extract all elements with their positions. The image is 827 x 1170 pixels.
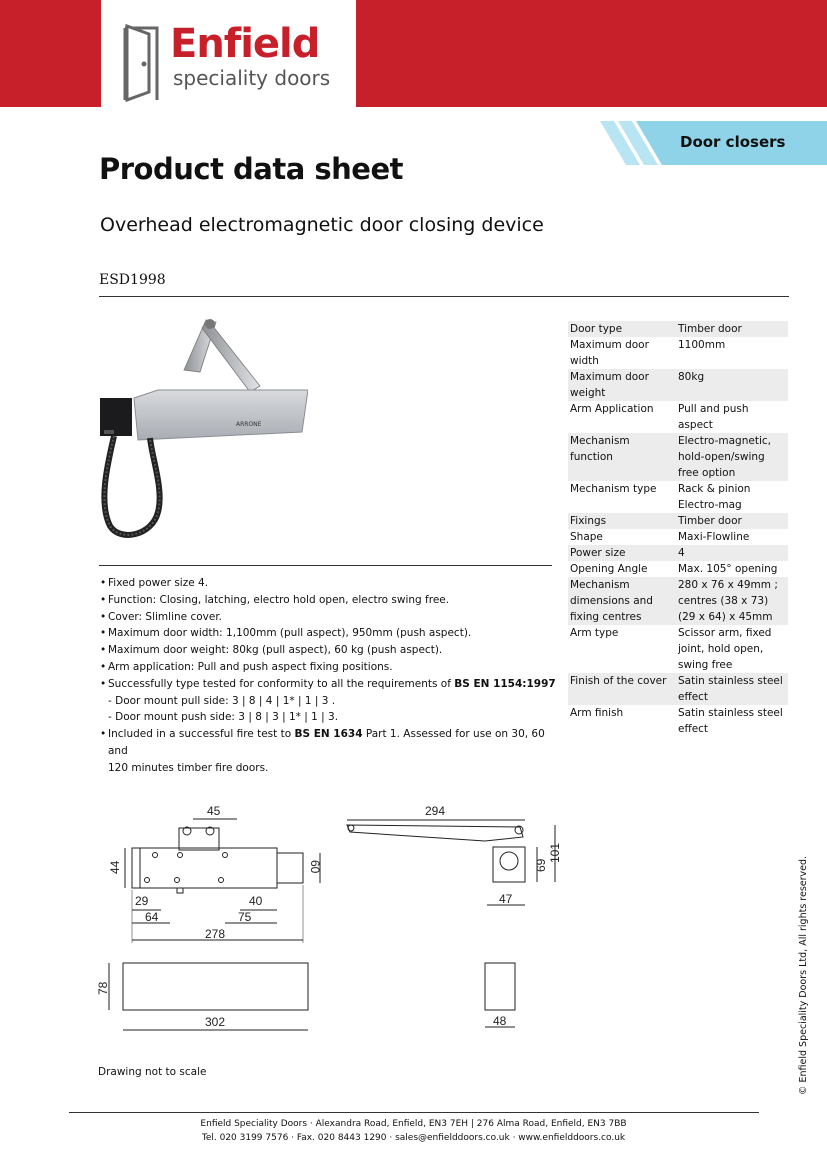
spec-row: Mechanism type Rack & pinion Electro-mag <box>570 483 751 511</box>
dim-48: 48 <box>493 1014 507 1028</box>
page-subtitle: Overhead electromagnetic door closing device <box>100 214 544 236</box>
dim-60: 60 <box>308 860 322 874</box>
spec-row: Power size 4 <box>568 545 788 561</box>
footer-divider <box>69 1112 759 1113</box>
feature-list <box>100 575 560 777</box>
product-code: ESD1998 <box>99 272 166 288</box>
dim-278: 278 <box>205 927 226 941</box>
feature-item: • Cover: Slimline cover. <box>100 609 560 626</box>
dim-29: 29 <box>135 894 149 908</box>
dim-45: 45 <box>207 804 221 818</box>
spec-row: Maximum door width 1100mm <box>570 339 726 367</box>
dim-302: 302 <box>205 1015 226 1029</box>
dim-101: 101 <box>548 842 562 863</box>
feature-item: • Arm application: Pull and push aspect fixing positions. <box>100 659 560 676</box>
feature-item: • Successfully type tested for conformity to all the requirements of BS EN 1154:1997 <box>100 676 560 693</box>
page-title: Product data sheet <box>99 152 403 186</box>
spec-row: Arm Application Pull and push aspect <box>570 403 749 431</box>
dim-69: 69 <box>534 858 548 872</box>
spec-row: Arm type Scissor arm, fixed joint, hold open, swing free <box>570 627 772 671</box>
feature-item: • Included in a successful fire test to BS EN 1634 Part 1. Assessed for use on 30, 60 and <box>100 726 560 760</box>
spec-row: Finish of the cover Satin stainless steel effect <box>568 673 788 705</box>
spec-row: Shape Maxi-Flowline <box>570 531 750 543</box>
technical-drawing <box>95 795 575 1040</box>
spec-row: Mechanism function Electro-magnetic, hold-open/swing free option <box>568 433 788 481</box>
footer-contact: Tel. 020 3199 7576 · Fax. 020 8443 1290 · sales@enfielddoors.co.uk · www.enfielddoors.co.uk <box>201 1133 626 1143</box>
dim-294: 294 <box>425 804 446 818</box>
spec-table <box>568 321 788 737</box>
spec-row: Fixings Timber door <box>568 513 788 529</box>
brand-name: Enfield <box>170 21 320 67</box>
footer-address: Enfield Speciality Doors · Alexandra Road, Enfield, EN3 7EH | 276 Alma Road, Enfield, EN3 7BB <box>200 1119 627 1129</box>
product-photo <box>92 312 308 542</box>
door-logo-icon <box>123 22 161 102</box>
drawing-note: Drawing not to scale <box>98 1066 207 1078</box>
dim-64: 64 <box>145 910 159 924</box>
feature-subitem: - Door mount pull side: 3 | 8 | 4 | 1* | 1 | 3 . <box>108 694 336 707</box>
spec-row: Opening Angle Max. 105° opening <box>570 563 778 575</box>
feature-item: • Maximum door width: 1,100mm (pull aspect), 950mm (push aspect). <box>100 625 560 642</box>
copyright: © Enfield Speciality Doors Ltd, All rights reserved. <box>798 855 809 1095</box>
feature-item: • Maximum door weight: 80kg (pull aspect), 60 kg (push aspect). <box>100 642 560 659</box>
brand-tagline: speciality doors <box>173 66 331 90</box>
divider <box>99 296 789 297</box>
spec-row: Door type Timber door <box>568 321 788 337</box>
category-tab: Door closers <box>680 133 786 151</box>
spec-row: Arm finish Satin stainless steel effect <box>570 707 783 735</box>
feature-subitem: - Door mount push side: 3 | 8 | 3 | 1* | 1 | 3. <box>108 711 339 724</box>
dim-78: 78 <box>96 981 110 995</box>
spec-row: Mechanism dimensions and fixing centres 280 x 76 x 49mm ; centres (38 x 73) (29 x 64) x 45mm <box>568 577 788 625</box>
feature-subitem: 120 minutes timber fire doors. <box>108 761 269 774</box>
dim-47: 47 <box>499 892 513 906</box>
feature-item: • Function: Closing, latching, electro hold open, electro swing free. <box>100 592 560 609</box>
dim-75: 75 <box>238 910 252 924</box>
dim-40: 40 <box>249 894 263 908</box>
divider <box>99 565 552 566</box>
spec-row: Maximum door weight 80kg <box>568 369 788 401</box>
feature-item: • Fixed power size 4. <box>100 575 560 592</box>
device-label: ARRONE <box>236 421 262 428</box>
dim-44: 44 <box>108 860 122 874</box>
